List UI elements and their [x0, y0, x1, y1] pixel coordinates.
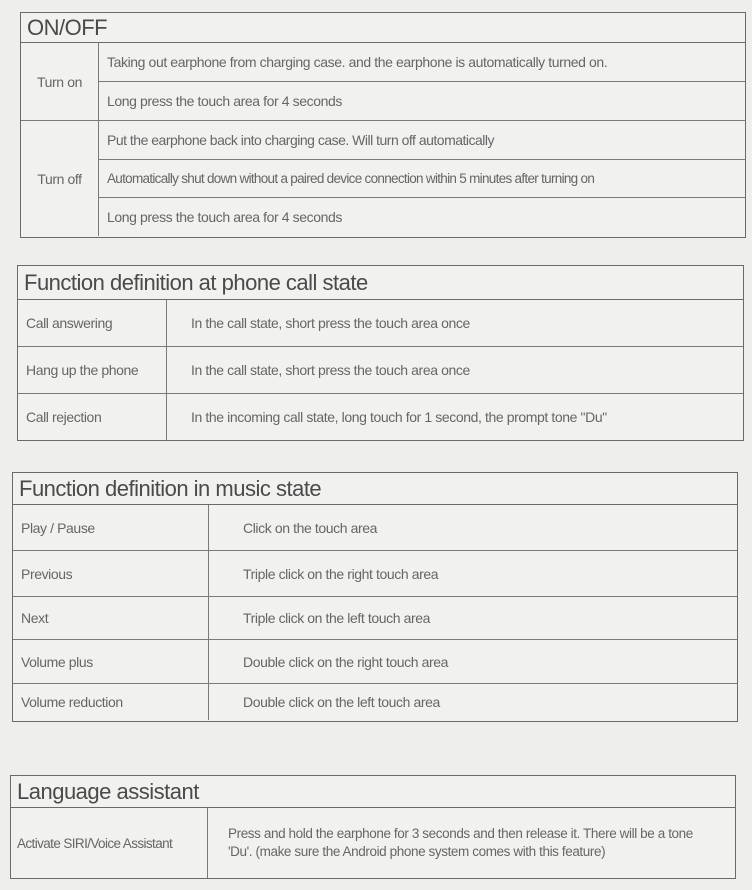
call-row	[18, 394, 743, 440]
turn-on-group	[21, 43, 745, 121]
turn-off-item: Automatically shut down without a paired device connection within 5 minutes after turning on	[99, 160, 745, 199]
onoff-table	[20, 12, 746, 238]
assistant-title: Language assistant	[11, 776, 735, 808]
music-row-label: Volume reduction	[13, 684, 209, 720]
turn-off-label: Turn off	[21, 121, 99, 236]
turn-off-group	[21, 121, 745, 236]
turn-off-item: Long press the touch area for 4 seconds	[107, 209, 343, 226]
music-row	[13, 551, 737, 597]
turn-off-item: Put the earphone back into charging case. Will turn off automatically	[99, 121, 745, 160]
call-row-label: Hang up the phone	[18, 347, 167, 393]
music-row	[13, 505, 737, 551]
call-table	[17, 265, 744, 441]
music-row	[13, 684, 737, 720]
music-row-label: Volume plus	[13, 640, 209, 683]
music-row-value: Triple click on the left touch area	[243, 610, 431, 626]
assistant-row-label: Activate SIRI/Voice Assistant	[11, 808, 208, 878]
music-row-value: Double click on the right touch area	[243, 653, 449, 670]
music-row-value: Double click on the left touch area	[243, 694, 440, 710]
onoff-title: ON/OFF	[21, 13, 745, 43]
turn-on-item: Taking out earphone from charging case. and the earphone is automatically turned on.	[99, 43, 745, 82]
music-row-value: Click on the touch area	[243, 519, 377, 536]
assistant-table	[10, 775, 736, 879]
turn-on-label: Turn on	[21, 43, 99, 120]
call-row	[18, 347, 743, 394]
music-row	[13, 640, 737, 684]
assistant-row-value: Press and hold the earphone for 3 seconds and then release it. There will be a tone 'Du'. (make sure the Android phone system comes with this feature)	[228, 826, 693, 859]
assistant-row	[11, 808, 735, 878]
music-row-value: Triple click on the right touch area	[243, 565, 439, 582]
music-row-label: Next	[13, 597, 209, 639]
call-row-value: In the call state, short press the touch area once	[191, 315, 470, 331]
music-row-label: Play / Pause	[13, 505, 209, 550]
music-row-label: Previous	[13, 551, 209, 596]
call-row-value: In the incoming call state, long touch for 1 second, the prompt tone "Du"	[191, 409, 607, 425]
call-row-value: In the call state, short press the touch area once	[191, 362, 470, 378]
call-row-label: Call answering	[18, 300, 167, 346]
call-row	[18, 300, 743, 347]
turn-on-item: Long press the touch area for 4 seconds	[107, 93, 343, 109]
music-row	[13, 597, 737, 640]
music-table	[12, 472, 738, 722]
call-title: Function definition at phone call state	[18, 266, 743, 300]
call-row-label: Call rejection	[18, 394, 167, 440]
music-title: Function definition in music state	[13, 473, 737, 505]
